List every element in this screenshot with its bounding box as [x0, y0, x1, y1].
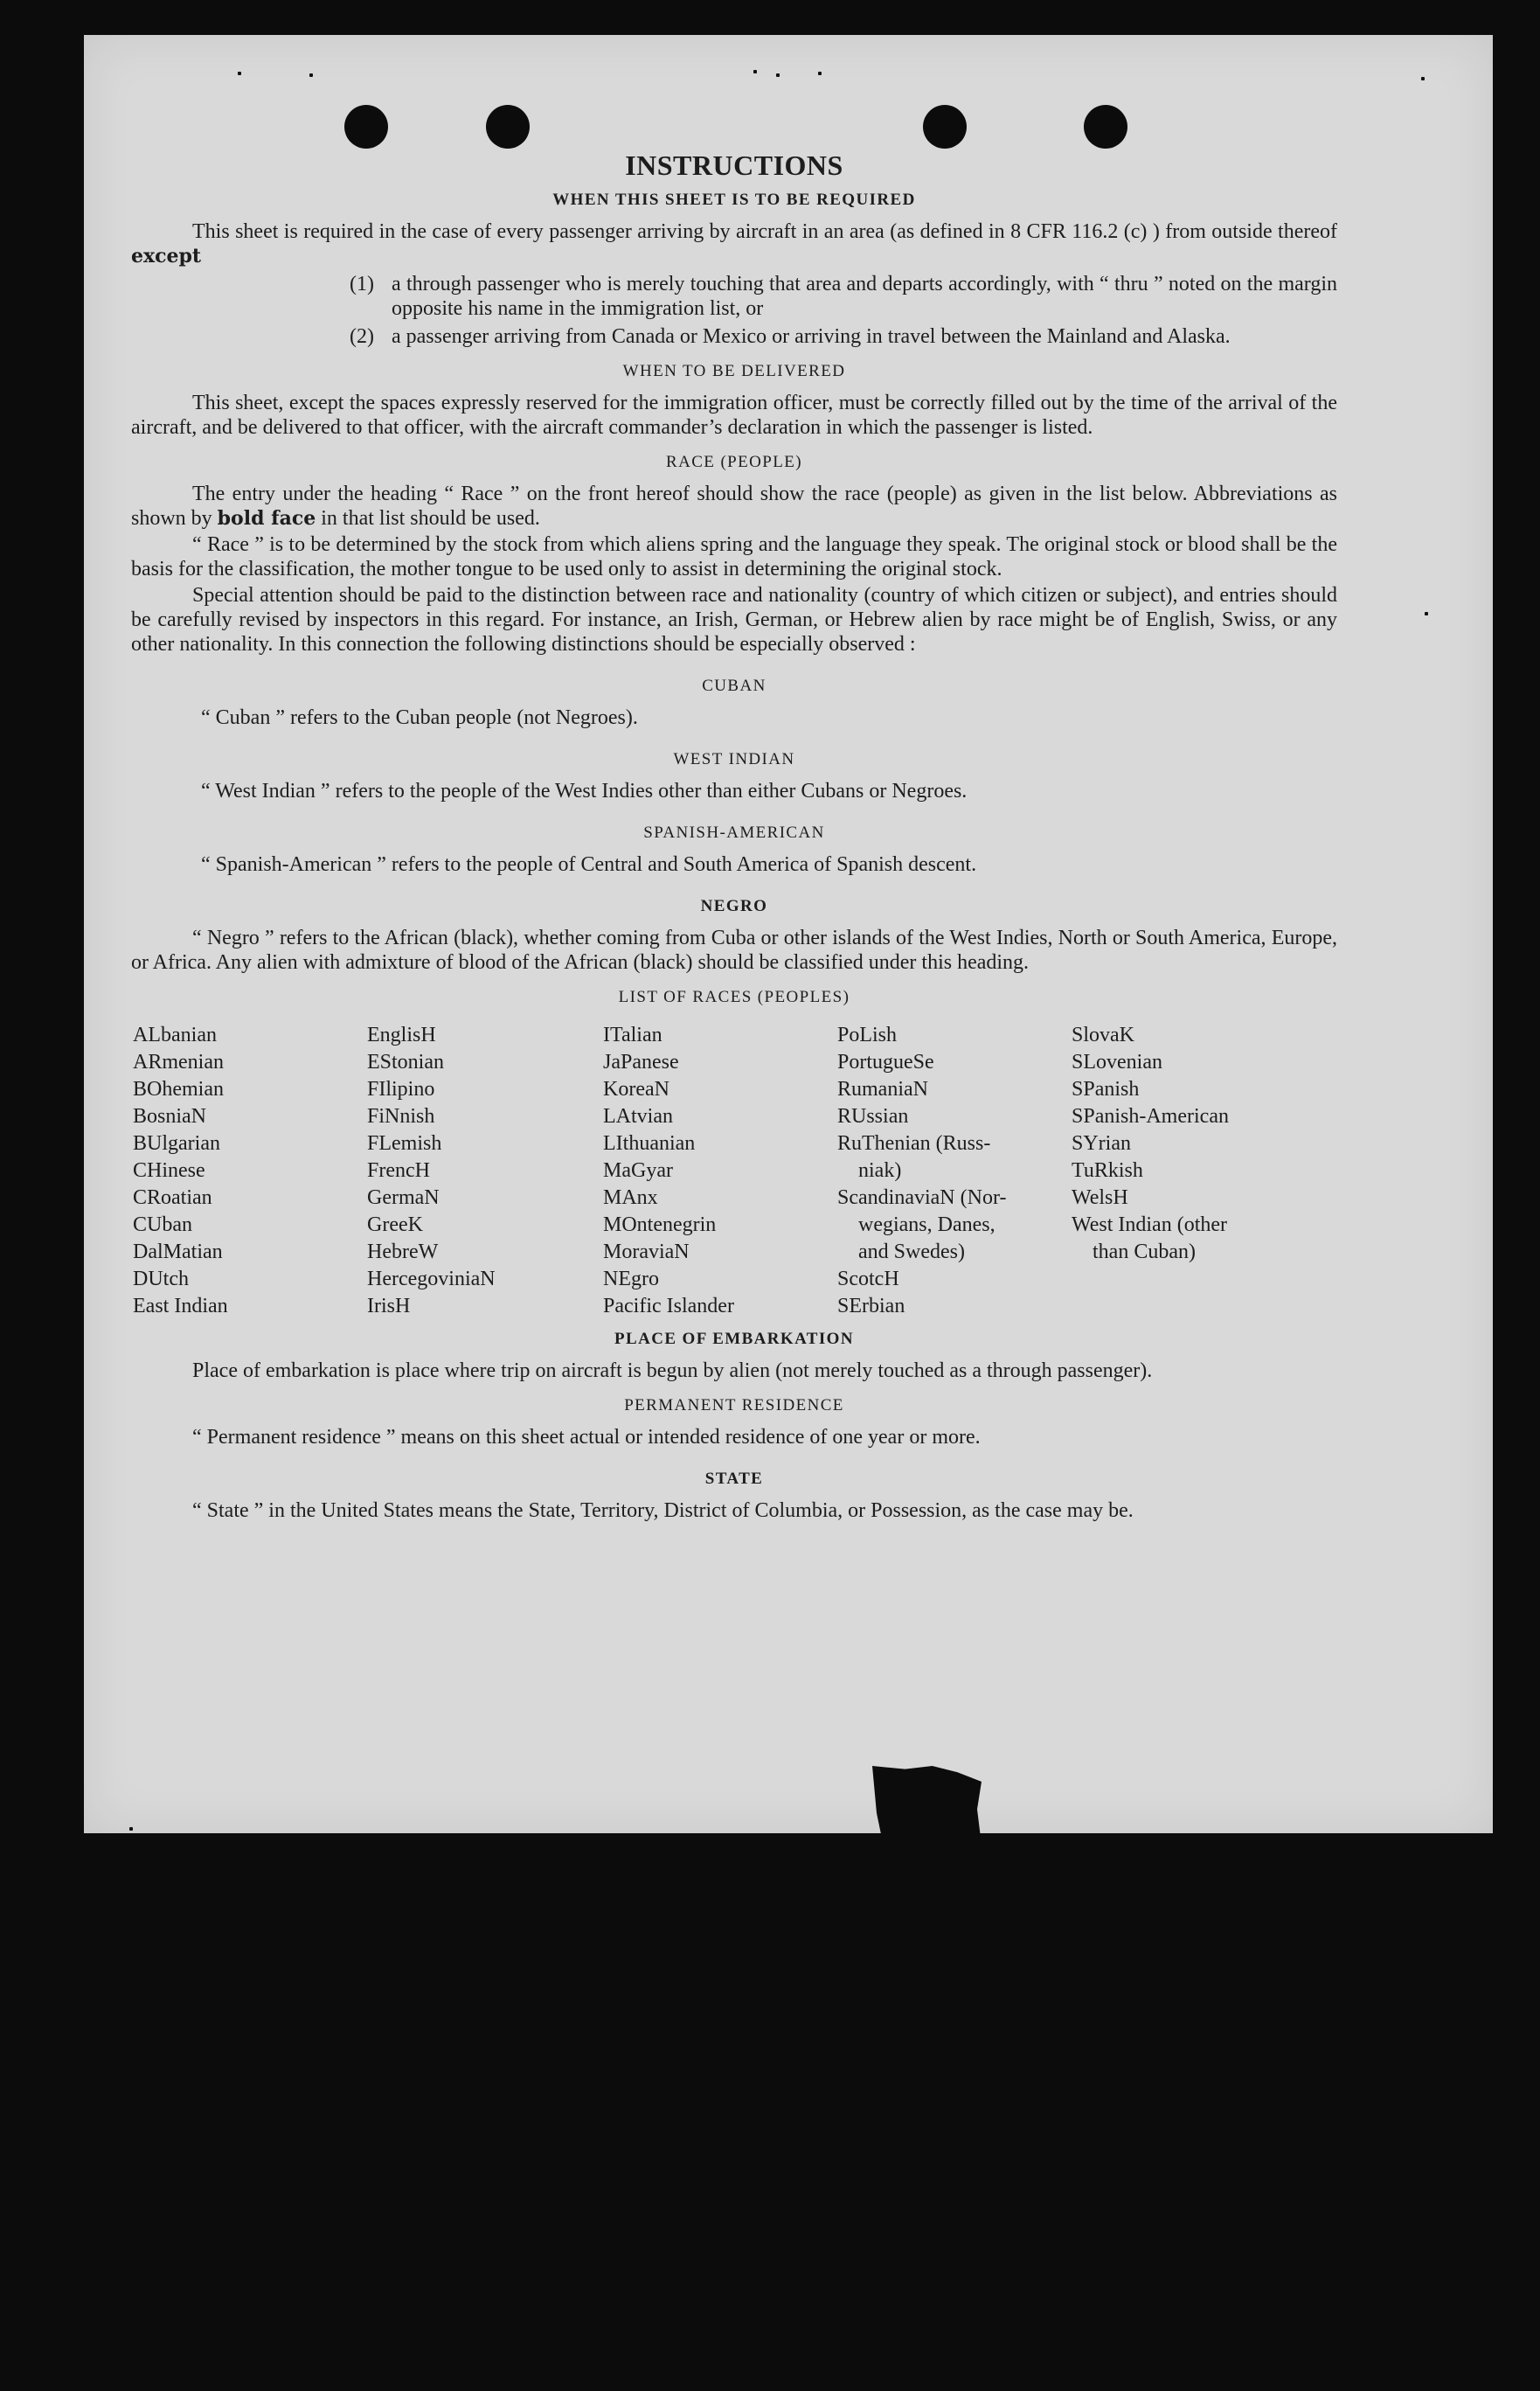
paragraph: “ West Indian ” refers to the people of the West Indies other than either Cubans or Negroes. — [201, 780, 968, 803]
race-item: DalMatian — [133, 1241, 223, 1263]
instructions-content — [131, 149, 1337, 1523]
race-item: FrencH — [367, 1159, 430, 1182]
torn-corner — [872, 1766, 982, 1845]
race-item: KoreaN — [603, 1078, 669, 1101]
race-item: FiNnish — [367, 1105, 435, 1128]
race-item: SLovenian — [1072, 1051, 1162, 1074]
section-heading: CUBAN — [702, 677, 767, 695]
punch-hole — [923, 105, 967, 149]
race-item: PortugueSe — [837, 1051, 934, 1074]
race-item: MAnx — [603, 1186, 658, 1209]
speck-mark — [1425, 612, 1428, 615]
race-item: CHinese — [133, 1159, 205, 1182]
race-item: LAtvian — [603, 1105, 673, 1128]
race-item: ARmenian — [133, 1051, 224, 1074]
list-item: (2) a passenger arriving from Canada or Mexico or arriving in travel between the Mainland and Alaska. — [350, 325, 1231, 348]
paragraph: The entry under the heading “ Race ” on the front hereof should show the race (people) as given in the list below. Abbreviations as shown by bold face in that list should be used. — [131, 483, 1337, 530]
race-item: JaPanese — [603, 1051, 679, 1074]
speck-mark — [238, 72, 241, 75]
section-heading: WHEN THIS SHEET IS TO BE REQUIRED — [552, 191, 916, 209]
race-item: MOntenegrin — [603, 1213, 717, 1236]
race-column — [133, 1022, 367, 1320]
race-item: RUssian — [837, 1105, 909, 1128]
race-item: EnglisH — [367, 1024, 436, 1046]
race-item: TuRkish — [1072, 1159, 1143, 1182]
race-item: BUlgarian — [133, 1132, 220, 1155]
section-heading: RACE (PEOPLE) — [666, 453, 802, 471]
race-item: DUtch — [133, 1268, 189, 1290]
race-item: niak) — [858, 1159, 902, 1182]
section-heading: PLACE OF EMBARKATION — [614, 1330, 854, 1348]
race-item: SErbian — [837, 1295, 905, 1317]
race-item: and Swedes) — [858, 1241, 965, 1263]
race-item: ALbanian — [133, 1024, 217, 1046]
race-item: FLemish — [367, 1132, 442, 1155]
punch-hole — [486, 105, 530, 149]
section-heading: SPANISH-AMERICAN — [643, 824, 825, 842]
speck-mark — [753, 70, 757, 73]
race-item: MoraviaN — [603, 1241, 690, 1263]
race-column — [837, 1022, 1072, 1320]
race-item: WelsH — [1072, 1186, 1128, 1209]
punch-hole — [1084, 105, 1127, 149]
race-item: CUban — [133, 1213, 192, 1236]
race-item: GreeK — [367, 1213, 423, 1236]
section-heading: WEST INDIAN — [673, 750, 795, 768]
section-heading: LIST OF RACES (PEOPLES) — [618, 988, 850, 1006]
race-item: ScandinaviaN (Nor- — [837, 1186, 1007, 1209]
speck-mark — [1421, 77, 1425, 80]
race-column — [1072, 1022, 1281, 1320]
race-item: West Indian (other — [1072, 1213, 1228, 1236]
speck-mark — [776, 73, 780, 77]
punch-hole — [344, 105, 388, 149]
race-item: RuThenian (Russ- — [837, 1132, 991, 1155]
section-heading: PERMANENT RESIDENCE — [624, 1396, 844, 1414]
race-item: than Cuban) — [1093, 1241, 1196, 1263]
race-item: IrisH — [367, 1295, 411, 1317]
race-item: NEgro — [603, 1268, 659, 1290]
race-item: FIlipino — [367, 1078, 435, 1101]
paragraph: “ Race ” is to be determined by the stock from which aliens spring and the language they speak. The original stock or blood shall be the basis for the classification, the mother tongue to be used only to assist in determining the original stock. — [131, 533, 1337, 580]
race-item: SPanish-American — [1072, 1105, 1229, 1128]
race-item: PoLish — [837, 1024, 898, 1046]
race-item: HercegoviniaN — [367, 1268, 496, 1290]
race-column — [367, 1022, 603, 1320]
paragraph: Special attention should be paid to the distinction between race and nationality (country of which citizen or subject), and entries should be carefully revised by inspectors in this regard. For instance, an Irish, German, or Hebrew alien by race might be of English, Swiss, or any other nationality. In this connection the following distinctions should be especially observed : — [131, 584, 1337, 656]
race-item: wegians, Danes, — [858, 1213, 995, 1236]
speck-mark — [309, 73, 313, 77]
section-heading: NEGRO — [700, 897, 768, 915]
paragraph: Place of embarkation is place where trip on aircraft is begun by alien (not merely touched as a through passenger). — [192, 1359, 1153, 1382]
emphasis-text: bold face — [217, 507, 316, 530]
section-heading: STATE — [704, 1470, 764, 1488]
race-item: Pacific Islander — [603, 1295, 734, 1317]
paragraph: “ Negro ” refers to the African (black), whether coming from Cuba or other islands of the West Indies, North or South America, Europe, or Africa. Any alien with admixture of blood of the African (black) should be classified under this heading. — [131, 927, 1337, 974]
race-item: BOhemian — [133, 1078, 224, 1101]
paragraph: This sheet, except the spaces expressly reserved for the immigration officer, must be correctly filled out by the time of the arrival of the aircraft, and be delivered to that officer, with the aircraft commander’s declaration in which the passenger is listed. — [131, 392, 1337, 439]
race-item: SlovaK — [1072, 1024, 1134, 1046]
race-item: LIthuanian — [603, 1132, 696, 1155]
paragraph: “ Permanent residence ” means on this sheet actual or intended residence of one year or more. — [192, 1426, 981, 1449]
race-item: ScotcH — [837, 1268, 899, 1290]
section-heading: WHEN TO BE DELIVERED — [622, 362, 846, 380]
paragraph: This sheet is required in the case of every passenger arriving by aircraft in an area (as defined in 8 CFR 116.2 (c) ) from outside thereof except — [131, 220, 1337, 268]
race-item: EStonian — [367, 1051, 444, 1074]
paragraph: “ Cuban ” refers to the Cuban people (not Negroes). — [201, 706, 638, 729]
page-title: INSTRUCTIONS — [625, 149, 843, 181]
race-item: SPanish — [1072, 1078, 1140, 1101]
list-item: (1) a through passenger who is merely touching that area and departs accordingly, with “ thru ” noted on the margin opposite his name in the immigration list, or — [350, 273, 1337, 320]
race-item: ITalian — [603, 1024, 662, 1046]
race-item: East Indian — [133, 1295, 228, 1317]
paragraph: “ State ” in the United States means the State, Territory, District of Columbia, or Possession, as the case may be. — [192, 1499, 1134, 1522]
emphasis-text: except — [131, 245, 202, 268]
speck-mark — [818, 72, 822, 75]
race-item: GermaN — [367, 1186, 440, 1209]
race-item: HebreW — [367, 1241, 439, 1263]
race-list — [133, 1022, 1337, 1320]
speck-mark — [129, 1827, 133, 1831]
race-item: BosniaN — [133, 1105, 206, 1128]
paragraph: “ Spanish-American ” refers to the people of Central and South America of Spanish descent. — [201, 853, 977, 876]
race-item: CRoatian — [133, 1186, 212, 1209]
race-column — [603, 1022, 837, 1320]
race-item: SYrian — [1072, 1132, 1131, 1155]
race-item: MaGyar — [603, 1159, 673, 1182]
race-item: RumaniaN — [837, 1078, 928, 1101]
